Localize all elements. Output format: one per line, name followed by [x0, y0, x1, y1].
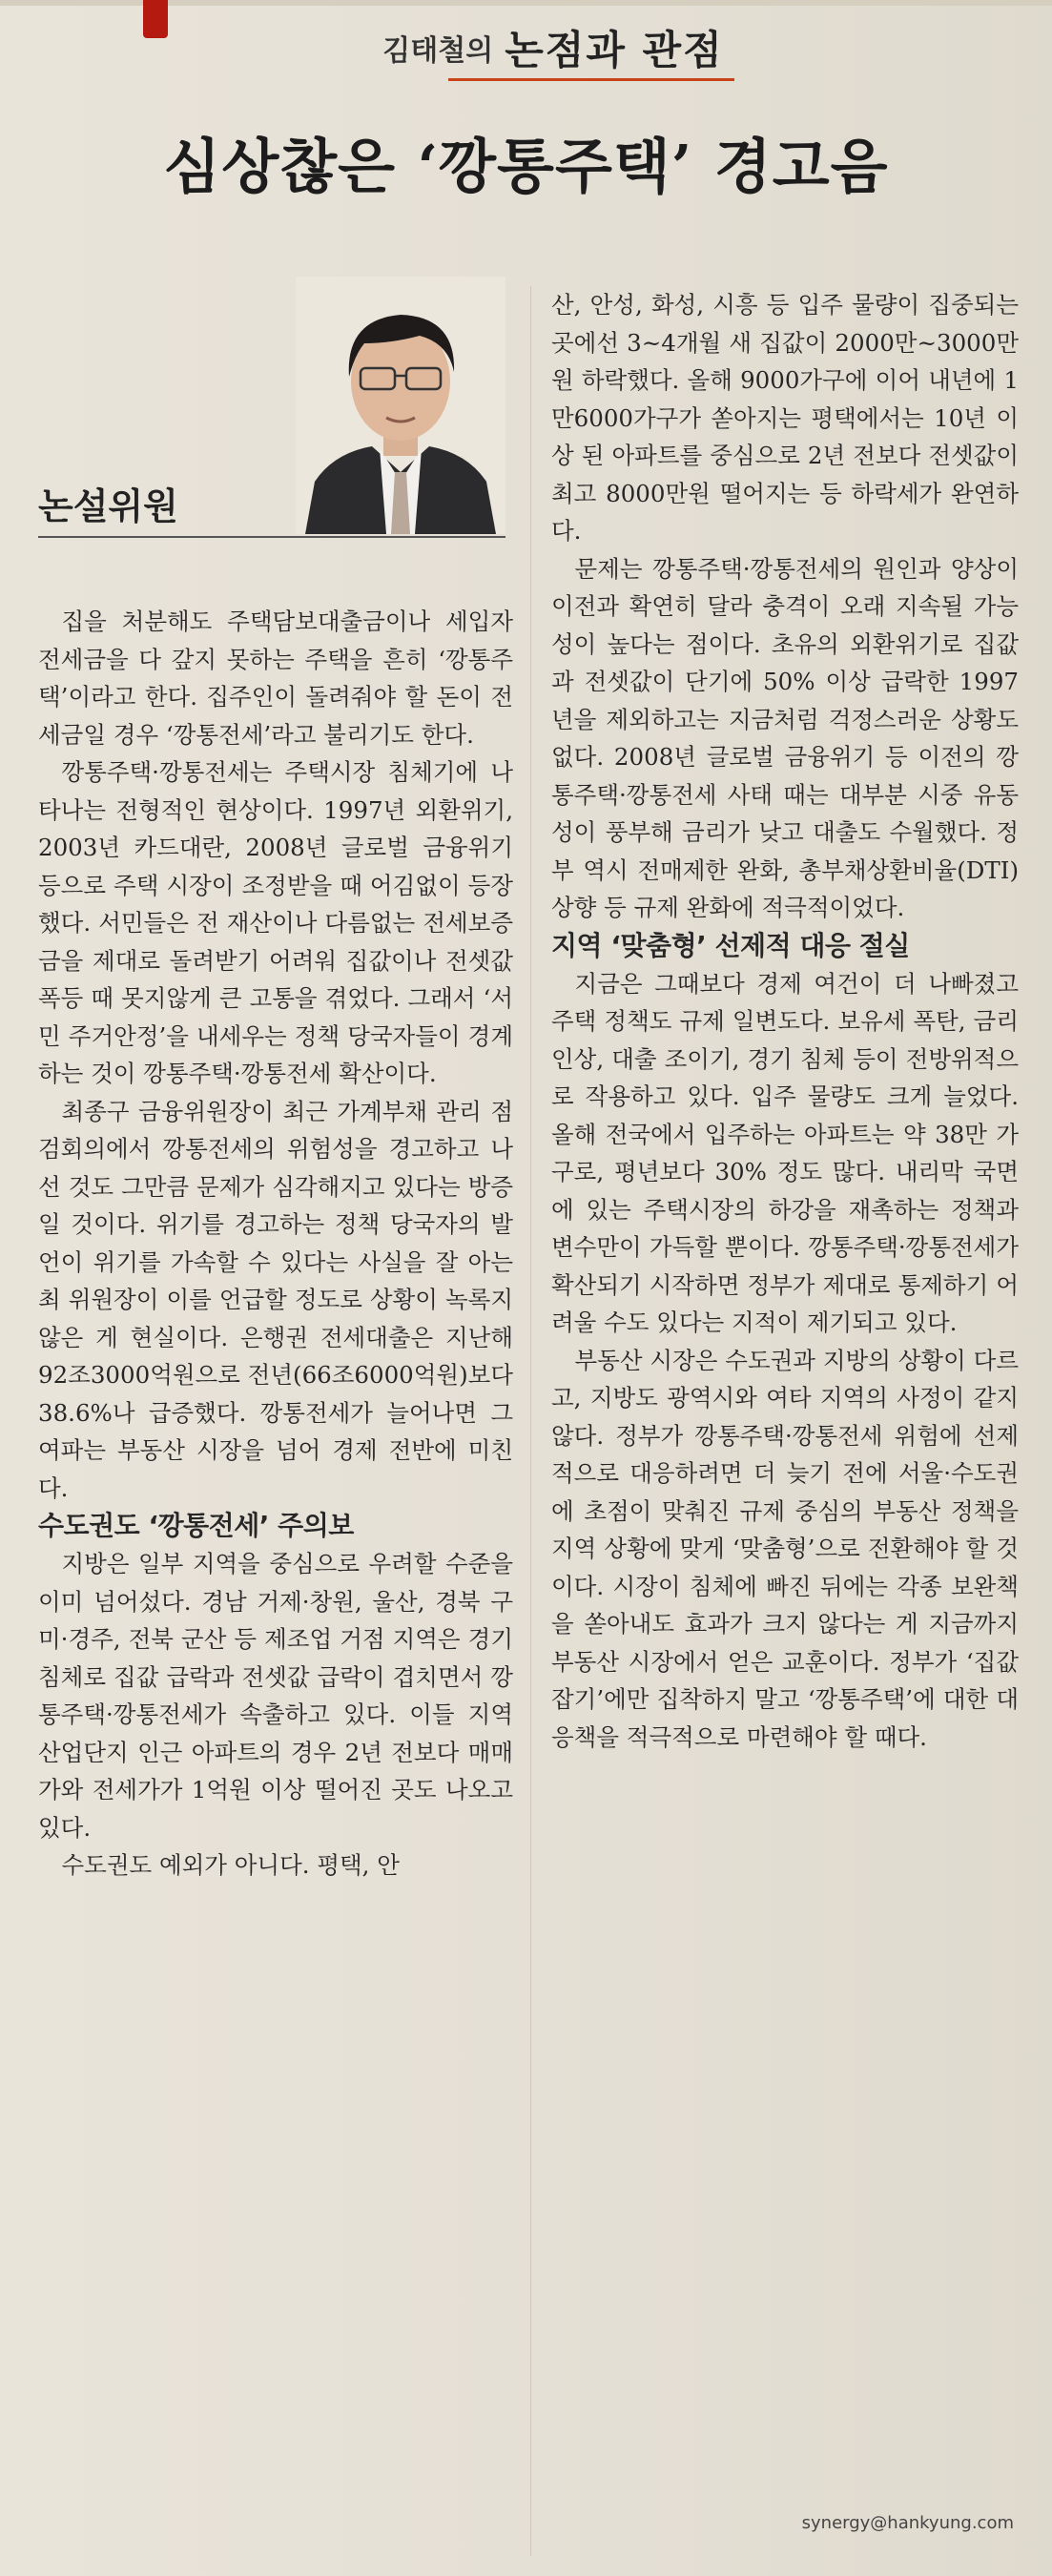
- kicker-author: 김태철의: [382, 34, 494, 68]
- article-paragraph: 최종구 금융위원장이 최근 가계부채 관리 점검회의에서 깡통전세의 위험성을 경고하고 나선 것도 그만큼 문제가 심각해지고 있다는 방증일 것이다. 위기를 경고하는 정책 당국자의 발언이 위기를 가속할 수 있다는 사실을 잘 아는 최 위원장이 이를 언급할 정도로 상황이 녹록지 않은 게 현실이다. 은행권 전세대출은 지난해 92조3000억원으로 전년(66조6000억원)보다 38.6%나 급증했다. 깡통전세가 늘어나면 그 여파는 부동산 시장을 넘어 경제 전반에 미친다.: [38, 1097, 513, 1502]
- left-column: [38, 603, 513, 1885]
- kicker-underline: [448, 78, 734, 81]
- headline: 심상찮은 ‘깡통주택’ 경고음: [163, 132, 889, 201]
- article-paragraph: 수도권도 예외가 아니다. 평택, 안: [61, 1851, 400, 1879]
- byline-rule: [38, 536, 505, 538]
- subheading: 수도권도 ‘깡통전세’ 주의보: [38, 1510, 354, 1541]
- article-paragraph: 문제는 깡통주택·깡통전세의 원인과 양상이 이전과 확연히 달라 충격이 오래 지속될 가능성이 높다는 점이다. 초유의 외환위기로 집값과 전셋값이 단기에 50% 이상 급락한 1997년을 제외하고는 지금처럼 걱정스러운 상황도 없다. 2008년 글로벌 금융위기 등 이전의 깡통주택·깡통전세 사태 때는 대부분 시중 유동성이 풍부해 금리가 낮고 대출도 수월했다. 정부 역시 전매제한 완화, 총부채상환비율(DTI) 상향 등 규제 완화에 적극적이었다.: [551, 554, 1019, 921]
- right-column: [551, 286, 1019, 1756]
- article-paragraph: 지금은 그때보다 경제 여건이 더 나빠졌고 주택 정책도 규제 일변도다. 보유세 폭탄, 금리 인상, 대출 조이기, 경기 침체 등이 전방위적으로 작용하고 있다. 입주 물량도 크게 늘었다. 올해 전국에서 입주하는 아파트는 약 38만 가구로, 평년보다 30% 정도 많다. 내리막 국면에 있는 주택시장의 하강을 재촉하는 정책과 변수만이 가득할 뿐이다. 깡통주택·깡통전세가 확산되기 시작하면 정부가 제대로 통제하기 어려울 수도 있다는 지적이 제기되고 있다.: [551, 969, 1019, 1336]
- author-email: synergy@hankyung.com: [801, 2513, 1014, 2533]
- article-paragraph-continued: 산, 안성, 화성, 시흥 등 입주 물량이 집중되는 곳에선 3~4개월 새 집값이 2000만~3000만원 하락했다. 올해 9000가구에 이어 내년에 1만6000가구가 쏟아지는 평택에서는 10년 이상 된 아파트를 중심으로 2년 전보다 전셋값이 최고 8000만원 떨어지는 등 하락세가 완연하다.: [551, 291, 1019, 545]
- column-kicker: [377, 19, 730, 76]
- subheading: 지역 ‘맞춤형’ 선제적 대응 절실: [551, 929, 910, 961]
- column-divider: [530, 286, 531, 2556]
- red-edge-mark: [143, 0, 168, 38]
- byline: [38, 277, 505, 553]
- author-portrait-illustration: [296, 277, 505, 534]
- author-photo: [296, 277, 505, 534]
- article-paragraph: 부동산 시장은 수도권과 지방의 상황이 다르고, 지방도 광역시와 여타 지역의 사정이 같지 않다. 정부가 깡통주택·깡통전세 위험에 선제적으로 대응하려면 더 늦기 전에 서울·수도권에 초점이 맞춰진 규제 중심의 부동산 정책을 지역 상황에 맞게 ‘맞춤형’으로 전환해야 할 것이다. 시장이 침체에 빠진 뒤에는 각종 보완책을 쏟아내도 효과가 크지 않다는 게 지금까지 부동산 시장에서 얻은 교훈이다. 정부가 ‘집값 잡기’에만 집착하지 말고 ‘깡통주택’에 대한 대응책을 적극적으로 마련해야 할 때다.: [551, 1346, 1019, 1751]
- article-paragraph: 집을 처분해도 주택담보대출금이나 세입자 전세금을 다 갚지 못하는 주택을 흔히 ‘깡통주택’이라고 한다. 집주인이 돌려줘야 할 돈이 전세금일 경우 ‘깡통전세’라고 불리기도 한다.: [38, 608, 513, 749]
- article-paragraph: 지방은 일부 지역을 중심으로 우려할 수준을 이미 넘어섰다. 경남 거제·창원, 울산, 경북 구미·경주, 전북 군산 등 제조업 거점 지역은 경기침체로 집값 급락과 전셋값 급락이 겹치면서 깡통주택·깡통전세가 속출하고 있다. 이들 지역 산업단지 인근 아파트의 경우 2년 전보다 매매가와 전세가가 1억원 이상 떨어진 곳도 나오고 있다.: [38, 1550, 513, 1842]
- kicker-column-name: 논점과 관점: [505, 27, 724, 73]
- article-paragraph: 깡통주택·깡통전세는 주택시장 침체기에 나타나는 전형적인 현상이다. 1997년 외환위기, 2003년 카드대란, 2008년 글로벌 금융위기 등으로 주택 시장이 조정받을 때 어김없이 등장했다. 서민들은 전 재산이나 다름없는 전세보증금을 제대로 돌려받기 어려워 집값이나 전셋값 폭등 때 못지않게 큰 고통을 겪었다. 그래서 ‘서민 주거안정’을 내세우는 정책 당국자들이 경계하는 것이 깡통주택·깡통전세 확산이다.: [38, 758, 513, 1087]
- byline-title: 논설위원: [38, 485, 178, 527]
